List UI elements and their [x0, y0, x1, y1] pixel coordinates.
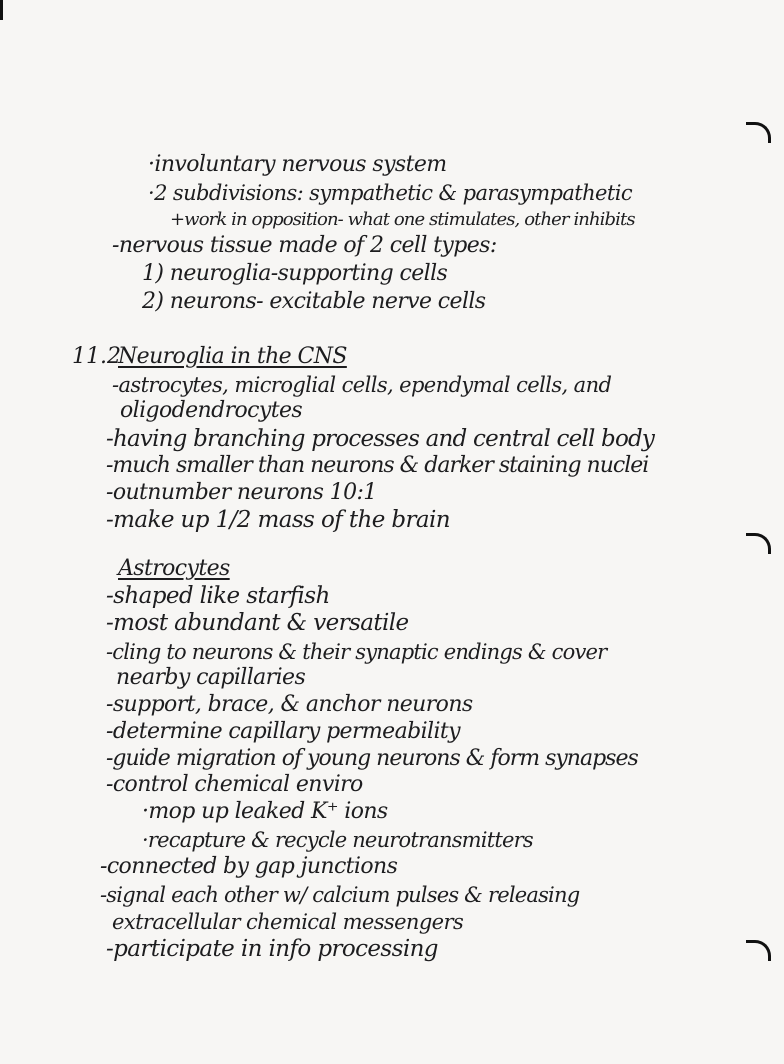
note-line: 2) neurons- excitable nerve cells [142, 289, 486, 314]
note-line: -nervous tissue made of 2 cell types: [112, 233, 497, 258]
note-line: -connected by gap junctions [100, 854, 398, 879]
note-line: -most abundant & versatile [106, 610, 409, 636]
margin-hole-mark [746, 940, 771, 961]
note-line: -having branching processes and central cell body [106, 426, 655, 452]
note-line: -cling to neurons & their synaptic endings & cover [106, 640, 607, 664]
section-heading: Astrocytes [118, 556, 230, 581]
note-line: ·mop up leaked K⁺ ions [142, 799, 388, 824]
note-line: -participate in info processing [106, 936, 438, 962]
note-line: -make up 1/2 mass of the brain [106, 507, 451, 533]
note-line: ·involuntary nervous system [148, 152, 447, 177]
note-line: -signal each other w/ calcium pulses & releasing [100, 883, 580, 907]
note-line: extracellular chemical messengers [112, 910, 464, 934]
note-line: +work in opposition- what one stimulates, other inhibits [170, 209, 635, 230]
note-line: nearby capillaries [116, 665, 306, 690]
note-line: -outnumber neurons 10:1 [106, 480, 377, 505]
note-line: ·2 subdivisions: sympathetic & parasympathetic [148, 181, 632, 205]
note-line: oligodendrocytes [120, 398, 303, 423]
note-line: -guide migration of young neurons & form synapses [106, 746, 638, 771]
page-edge-mark [0, 0, 3, 20]
note-line: -much smaller than neurons & darker staining nuclei [106, 453, 649, 478]
note-line: -support, brace, & anchor neurons [106, 692, 473, 717]
note-line: -astrocytes, microglial cells, ependymal cells, and [112, 373, 612, 397]
note-line: -control chemical enviro [106, 772, 363, 797]
note-line: ·recapture & recycle neurotransmitters [142, 828, 533, 852]
section-number: 11.2 [72, 344, 121, 369]
section-heading: Neuroglia in the CNS [118, 344, 347, 369]
margin-hole-mark [746, 122, 771, 143]
note-line: -determine capillary permeability [106, 719, 460, 744]
note-line: 1) neuroglia-supporting cells [142, 261, 448, 286]
margin-hole-mark [746, 533, 771, 554]
note-line: -shaped like starfish [106, 583, 330, 609]
